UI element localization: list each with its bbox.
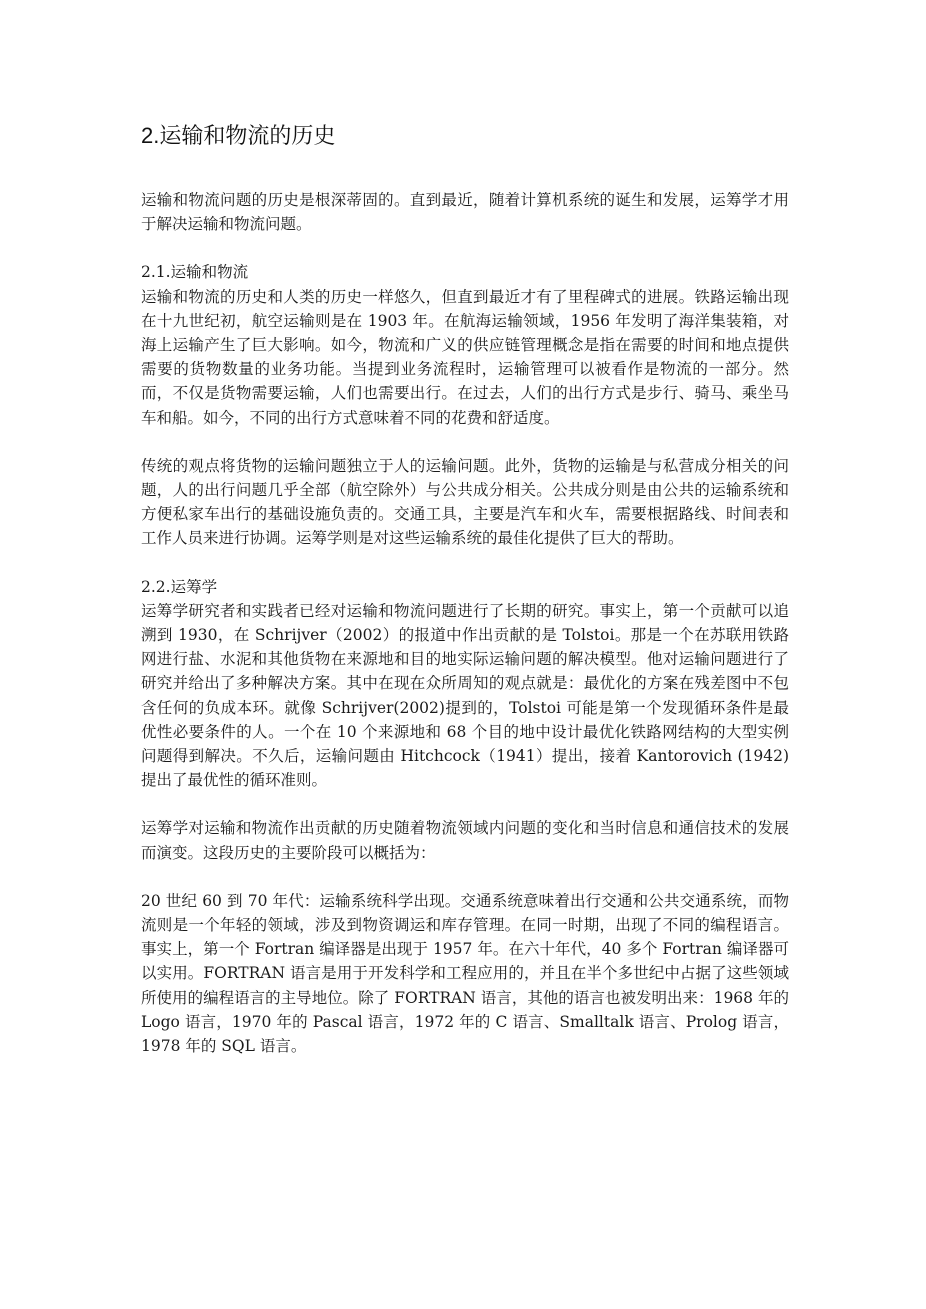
paragraph-2-1-a: 运输和物流的历史和人类的历史一样悠久，但直到最近才有了里程碑式的进展。铁路运输出现在十九世纪初，航空运输则是在 1903 年。在航海运输领域，1956 年发明了海洋集装箱，对海上运输产生了巨大影响。如今，物流和广义的供应链管理概念是指在需要的时间和地点提供需要的货物数量的业务功能。当提到业务流程时，运输管理可以被看作是物流的一部分。然而，不仅是货物需要运输，人们也需要出行。在过去，人们的出行方式是步行、骑马、乘坐马车和船。如今，不同的出行方式意味着不同的花费和舒适度。 [141, 287, 789, 427]
subsection-heading-2-1: 2.1.运输和物流 [141, 263, 249, 282]
paragraph-2-2-a: 运筹学研究者和实践者已经对运输和物流问题进行了长期的研究。事实上，第一个贡献可以追溯到 1930，在 Schrijver（2002）的报道中作出贡献的是 Tolstoi。那是一个在苏联用铁路网进行盐、水泥和其他货物在来源地和目的地实际运输问题的解决模型。他对运输问题进行了研究并给出了多种解决方案。其中在现在众所周知的观点就是：最优化的方案在残差图中不包含任何的负成本环。就像 Schrijver(2002)提到的，Tolstoi 可能是第一个发现循环条件是最优性必要条件的人。一个在 10 个来源地和 68 个目的地中设计最优化铁路网结构的大型实例问题得到解决。不久后，运输问题由 Hitchcock（1941）提出，接着 Kantorovich (1942) 提出了最优性的循环准则。 [141, 601, 789, 790]
section-title: 2.运输和物流的历史 [141, 123, 336, 148]
paragraph-2-2-b: 运筹学对运输和物流作出贡献的历史随着物流领域内问题的变化和当时信息和通信技术的发展而演变。这段历史的主要阶段可以概括为： [141, 819, 789, 862]
intro-paragraph: 运输和物流问题的历史是根深蒂固的。直到最近，随着计算机系统的诞生和发展，运筹学才用于解决运输和物流问题。 [141, 191, 789, 234]
subsection-heading-2-2: 2.2.运筹学 [141, 577, 218, 596]
document-page [141, 118, 789, 1082]
paragraph-2-1-b: 传统的观点将货物的运输问题独立于人的运输问题。此外，货物的运输是与私营成分相关的问题，人的出行问题几乎全部（航空除外）与公共成分相关。公共成分则是由公共的运输系统和方便私家车出行的基础设施负责的。交通工具，主要是汽车和火车，需要根据路线、时间表和工作人员来进行协调。运筹学则是对这些运输系统的最佳化提供了巨大的帮助。 [141, 456, 789, 548]
paragraph-2-2-c: 20 世纪 60 到 70 年代：运输系统科学出现。交通系统意味着出行交通和公共交通系统，而物流则是一个年轻的领域，涉及到物资调运和库存管理。在同一时期，出现了不同的编程语言。事实上，第一个 Fortran 编译器是出现于 1957 年。在六十年代，40 多个 Fortran 编译器可以实用。FORTRAN 语言是用于开发科学和工程应用的，并且在半个多世纪中占据了这些领域所使用的编程语言的主导地位。除了 FORTRAN 语言，其他的语言也被发明出来：1968 年的 Logo 语言，1970 年的 Pascal 语言，1972 年的 C 语言、Smalltalk 语言、Prolog 语言，1978 年的 SQL 语言。 [141, 891, 789, 1056]
